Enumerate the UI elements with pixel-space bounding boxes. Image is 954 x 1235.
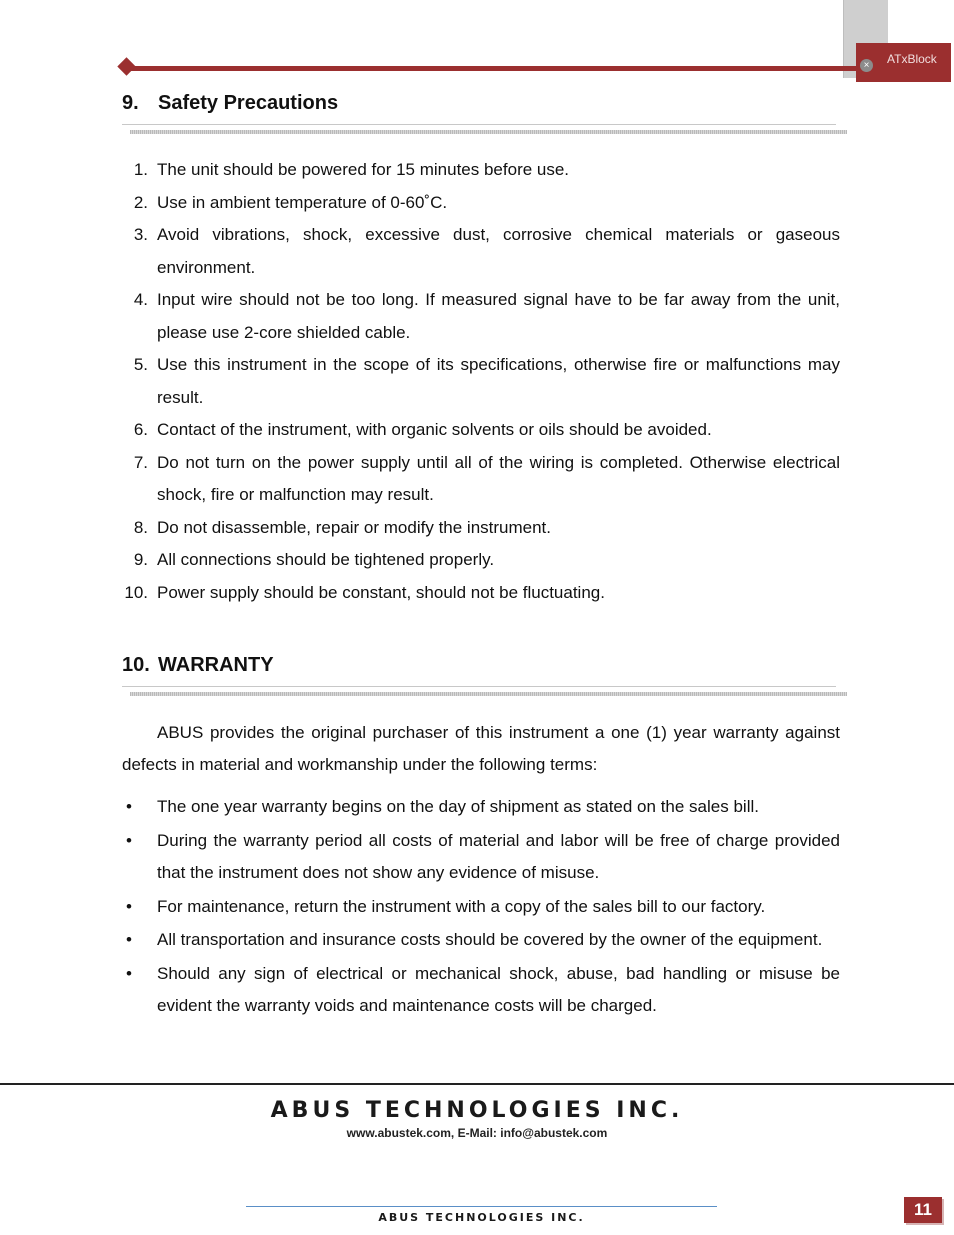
list-item: 7. Do not turn on the power supply until all of the wiring is completed. Otherwise electrical shock, fire or malfunction may result. [133, 452, 840, 504]
list-item: 2. Use in ambient temperature of 0-60˚C. [133, 192, 448, 212]
bottom-rule [246, 1206, 717, 1207]
bullet-icon: • [126, 830, 132, 850]
bullet-icon: • [126, 930, 132, 949]
company-contact: www.abustek.com, E-Mail: info@abustek.com [346, 1126, 608, 1140]
header-rule [122, 66, 856, 71]
section-heading-safety [122, 92, 842, 118]
list-item: • All transportation and insurance costs should be covered by the owner of the equipment. [122, 924, 840, 957]
header-tab-label: ATxBlock [887, 52, 937, 66]
section-title: Safety Precautions [158, 92, 339, 114]
list-item: • For maintenance, return the instrument with a copy of the sales bill to our factory. [122, 891, 840, 924]
bullet-icon: • [126, 963, 132, 983]
list-item: 5. Use this instrument in the scope of its specifications, otherwise fire or malfunctions may result. [133, 355, 840, 407]
heading-rule-thin [122, 124, 836, 125]
list-item: 8. Do not disassemble, repair or modify the instrument. [133, 517, 552, 537]
warranty-terms-list [122, 791, 840, 1024]
list-item: 4. Input wire should not be too long. If measured signal have to be far away from the unit, please use 2-core shielded cable. [133, 290, 840, 342]
heading-rule-thick [130, 130, 847, 134]
list-item: 1. The unit should be powered for 15 minutes before use. [133, 160, 570, 179]
section-heading-warranty [122, 654, 842, 680]
section-number: 10. [122, 654, 150, 676]
list-item: 9. All connections should be tightened properly. [133, 550, 495, 569]
section-title: WARRANTY [158, 654, 274, 676]
bullet-icon: • [126, 896, 132, 916]
heading-rule-thin [122, 686, 836, 687]
list-item: 3. Avoid vibrations, shock, excessive dust, corrosive chemical materials or gaseous environment. [133, 225, 840, 277]
bullet-icon: • [126, 797, 132, 816]
safety-list [122, 154, 840, 609]
list-item: 6. Contact of the instrument, with organic solvents or oils should be avoided. [133, 420, 712, 439]
company-name-small: ABUS TECHNOLOGIES INC. [378, 1211, 585, 1224]
diamond-icon [117, 57, 135, 75]
section-number: 9. [122, 92, 139, 114]
warranty-intro: ABUS provides the original purchaser of this instrument a one (1) year warranty against defects in material and workmanship under the following terms: [122, 723, 840, 774]
x-circle-icon: × [860, 59, 873, 72]
list-item: • During the warranty period all costs of material and labor will be free of charge provided that the instrument does not show any evidence of misuse. [122, 825, 840, 890]
company-name: ABUS TECHNOLOGIES INC. [270, 1098, 684, 1123]
footer-rule [0, 1083, 954, 1085]
list-item: 10. Power supply should be constant, should not be fluctuating. [124, 582, 605, 602]
list-item: • Should any sign of electrical or mechanical shock, abuse, bad handling or misuse be evident the warranty voids and maintenance costs will be charged. [122, 958, 840, 1023]
list-item: • The one year warranty begins on the day of shipment as stated on the sales bill. [122, 791, 840, 824]
heading-rule-thick [130, 692, 847, 696]
page-number: 11 [904, 1197, 942, 1223]
